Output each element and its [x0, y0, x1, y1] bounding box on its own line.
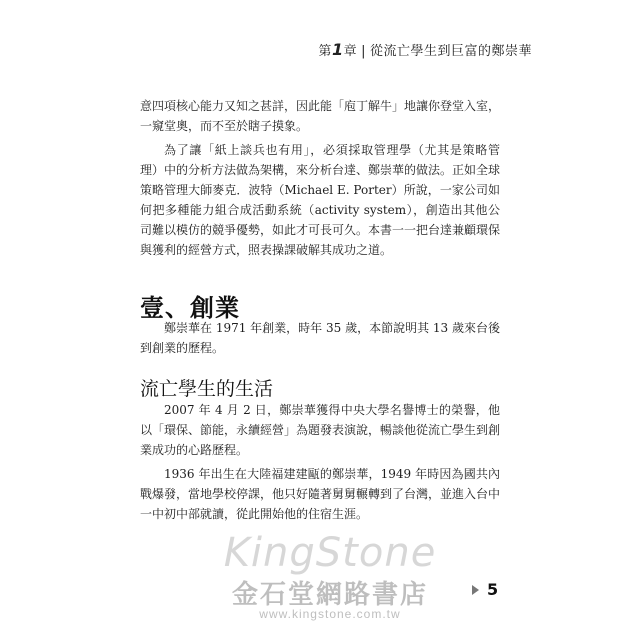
running-head-separator: |: [361, 44, 366, 59]
chapter-suffix: 章: [343, 44, 358, 59]
intro-paragraph-continued: 意四項核心能力又知之甚詳，因此能「庖丁解牛」地讓你登堂入室，一窺堂奧，而不至於瞎子摸象。: [140, 99, 501, 133]
chapter-prefix: 第: [318, 44, 332, 59]
section-heading: 壹、創業: [140, 294, 240, 322]
watermark: [200, 530, 460, 621]
subsection-paragraph-1: 2007 年 4 月 2 日，鄭崇華獲得中央大學名譽博士的榮譽，他以「環保、節能，永續經營」為題發表演說，暢談他從流亡學生到創業成功的心路歷程。: [140, 403, 501, 457]
intro-paragraph: 為了讓「紙上談兵也有用」，必須採取管理學（尤其是策略管理）中的分析方法做為架構，來分析台達、鄭崇華的做法。正如全球策略管理大師麥克．波特（Michael E. Porter）所說，一家公司如何把多種能力組合成活動系統（activity system），創造出其他公司難以模仿的競爭優勢，如此才可長可久。本書一一把台達兼顧環保與獲利的經營方式，照表操課破解其成功之道。: [140, 143, 501, 257]
page-arrow-icon: [472, 585, 479, 595]
watermark-url: www.kingstone.com.tw: [259, 607, 401, 621]
intro-block: [140, 96, 500, 264]
chapter-title: 從流亡學生到巨富的鄭崇華: [369, 44, 532, 59]
subsection-heading: 流亡學生的生活: [140, 378, 274, 400]
running-head: [318, 40, 532, 59]
chapter-number: 1: [331, 40, 344, 59]
section-paragraph: 鄭崇華在 1971 年創業，時年 35 歲，本節說明其 13 歲來台後到創業的歷程。: [140, 321, 500, 355]
section-body: [140, 318, 500, 362]
watermark-chinese-name: 金石堂網路書店: [231, 580, 428, 610]
subsection-body: [140, 400, 500, 528]
subsection-paragraph-2: 1936 年出生在大陸福建建甌的鄭崇華，1949 年時因為國共內戰爆發，當地學校停課，他只好隨著舅舅輾轉到了台灣，並進入台中一中初中部就讀，從此開始他的住宿生涯。: [140, 467, 501, 521]
watermark-logo: KingStone: [223, 530, 437, 576]
page-footer: [472, 580, 498, 599]
page-number: 5: [487, 580, 499, 599]
